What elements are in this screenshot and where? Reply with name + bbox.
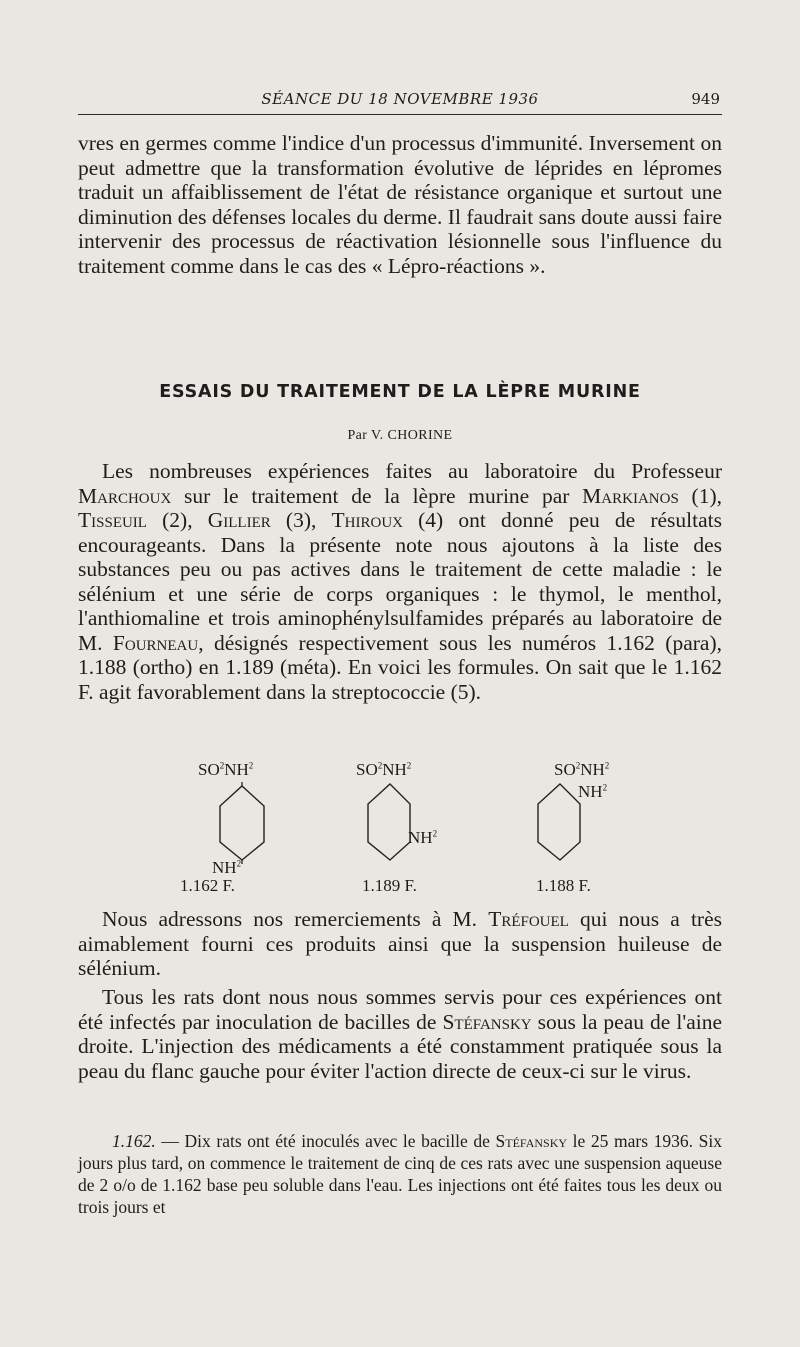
text-run: sous la peau de l'aine droite. L'injection des médicaments a été constamment pratiquée sous la peau du flanc gauche pour éviter l'action directe de ceux-ci sur le virus.	[78, 1009, 722, 1083]
author-name: Thiroux	[331, 508, 403, 532]
author-name: Fourneau	[112, 630, 199, 655]
paragraph-infection	[78, 985, 722, 1083]
paragraph-1162-results	[78, 1130, 722, 1218]
author-name: Tisseuil	[78, 508, 147, 532]
text-run: (3),	[270, 508, 332, 532]
running-title: SÉANCE DU 18 NOVEMBRE 1936	[261, 90, 539, 108]
text-run: sur le traitement de la lèpre murine par	[171, 483, 583, 508]
text-run: (4) ont donné peu de résultats encourageants. Dans la présente note nous ajoutons à la liste des substances peu ou pas actives dans le traitement de cette maladie : le sélénium et une série de corps organiques : le thymol, le menthol, l'anthiomaline et trois aminophénylsulfamides préparés au laboratoire de M.	[78, 508, 722, 655]
author-name: Tréfouel	[488, 907, 569, 931]
running-header	[78, 88, 722, 115]
author-name: Stéfansky	[442, 1009, 532, 1034]
author-name: Gillier	[207, 508, 271, 532]
structure-sub-label: $NH^2$	[408, 828, 438, 847]
text-run: le 25 mars 1936. Six jours plus tard, on commence le traitement de cinq de ces rats avec une suspension aqueuse de 2 o/o de 1.162 base peu soluble dans l'eau. Les injections ont été faites tous les deux ou trois jours et	[78, 1131, 722, 1217]
text-run: , désignés respectivement sous les numéros 1.162 (para), 1.188 (ortho) en 1.189 (méta). En voici les formules. On sait que le 1.162 F. agit favorablement dans la streptococcie (5).	[78, 630, 722, 704]
article-title: ESSAIS DU TRAITEMENT DE LA LÈPRE MURINE	[159, 382, 641, 402]
text-run: Les nombreuses expériences faites au laboratoire du Professeur	[102, 459, 722, 483]
structure-top-label: $SO^2NH^2$	[356, 760, 412, 779]
structure-caption: 1.189 F.	[362, 876, 417, 895]
structure-sub-label: $NH^2$	[578, 782, 608, 801]
article-byline: Par V. CHORINE	[347, 428, 453, 443]
text-run: qui nous a très aimablement fourni ces produits ainsi que la suspension huileuse de sélénium.	[78, 907, 722, 980]
structure-sub-label: $NH^2$	[212, 858, 242, 877]
author-name: Marchoux	[78, 483, 172, 508]
structure-top-label: $SO^2NH^2$	[198, 760, 254, 779]
structure-1189	[328, 760, 498, 910]
author-name: Markianos	[582, 483, 679, 508]
text-run: Tous les rats dont nous nous sommes servis pour ces expériences ont été infectés par inoculation de bacilles de	[78, 985, 722, 1034]
text-run: (1),	[678, 483, 722, 508]
text-run: — Dix rats ont été inoculés avec le bacille de	[155, 1131, 496, 1151]
author-name: Stéfansky	[495, 1131, 568, 1151]
paragraph-intro: vres en germes comme l'indice d'un processus d'immunité. Inversement on peut admettre que la transformation évolutive de léprides en lépromes traduit un affaiblissement de l'état de résistance organique et surtout une diminution des défenses locales du derme. Il faudrait sans doute aussi faire intervenir des processus de réactivation lésionnelle sous l'influence du traitement comme dans le cas des « Lépro-réactions ».	[78, 131, 722, 278]
paragraph-thanks	[78, 907, 722, 981]
structure-1188	[494, 760, 664, 910]
structure-caption: 1.188 F.	[536, 876, 591, 895]
page-number: 949	[691, 90, 720, 108]
paragraph-methods	[78, 459, 722, 704]
text-run: Nous adressons nos remerciements à M.	[102, 907, 489, 931]
structure-caption: 1.162 F.	[180, 876, 235, 895]
compound-number: 1.162.	[112, 1131, 156, 1151]
text-run: (2),	[146, 508, 208, 532]
structure-1162	[158, 760, 328, 910]
structure-top-label: $SO^2NH^2$	[554, 760, 610, 779]
